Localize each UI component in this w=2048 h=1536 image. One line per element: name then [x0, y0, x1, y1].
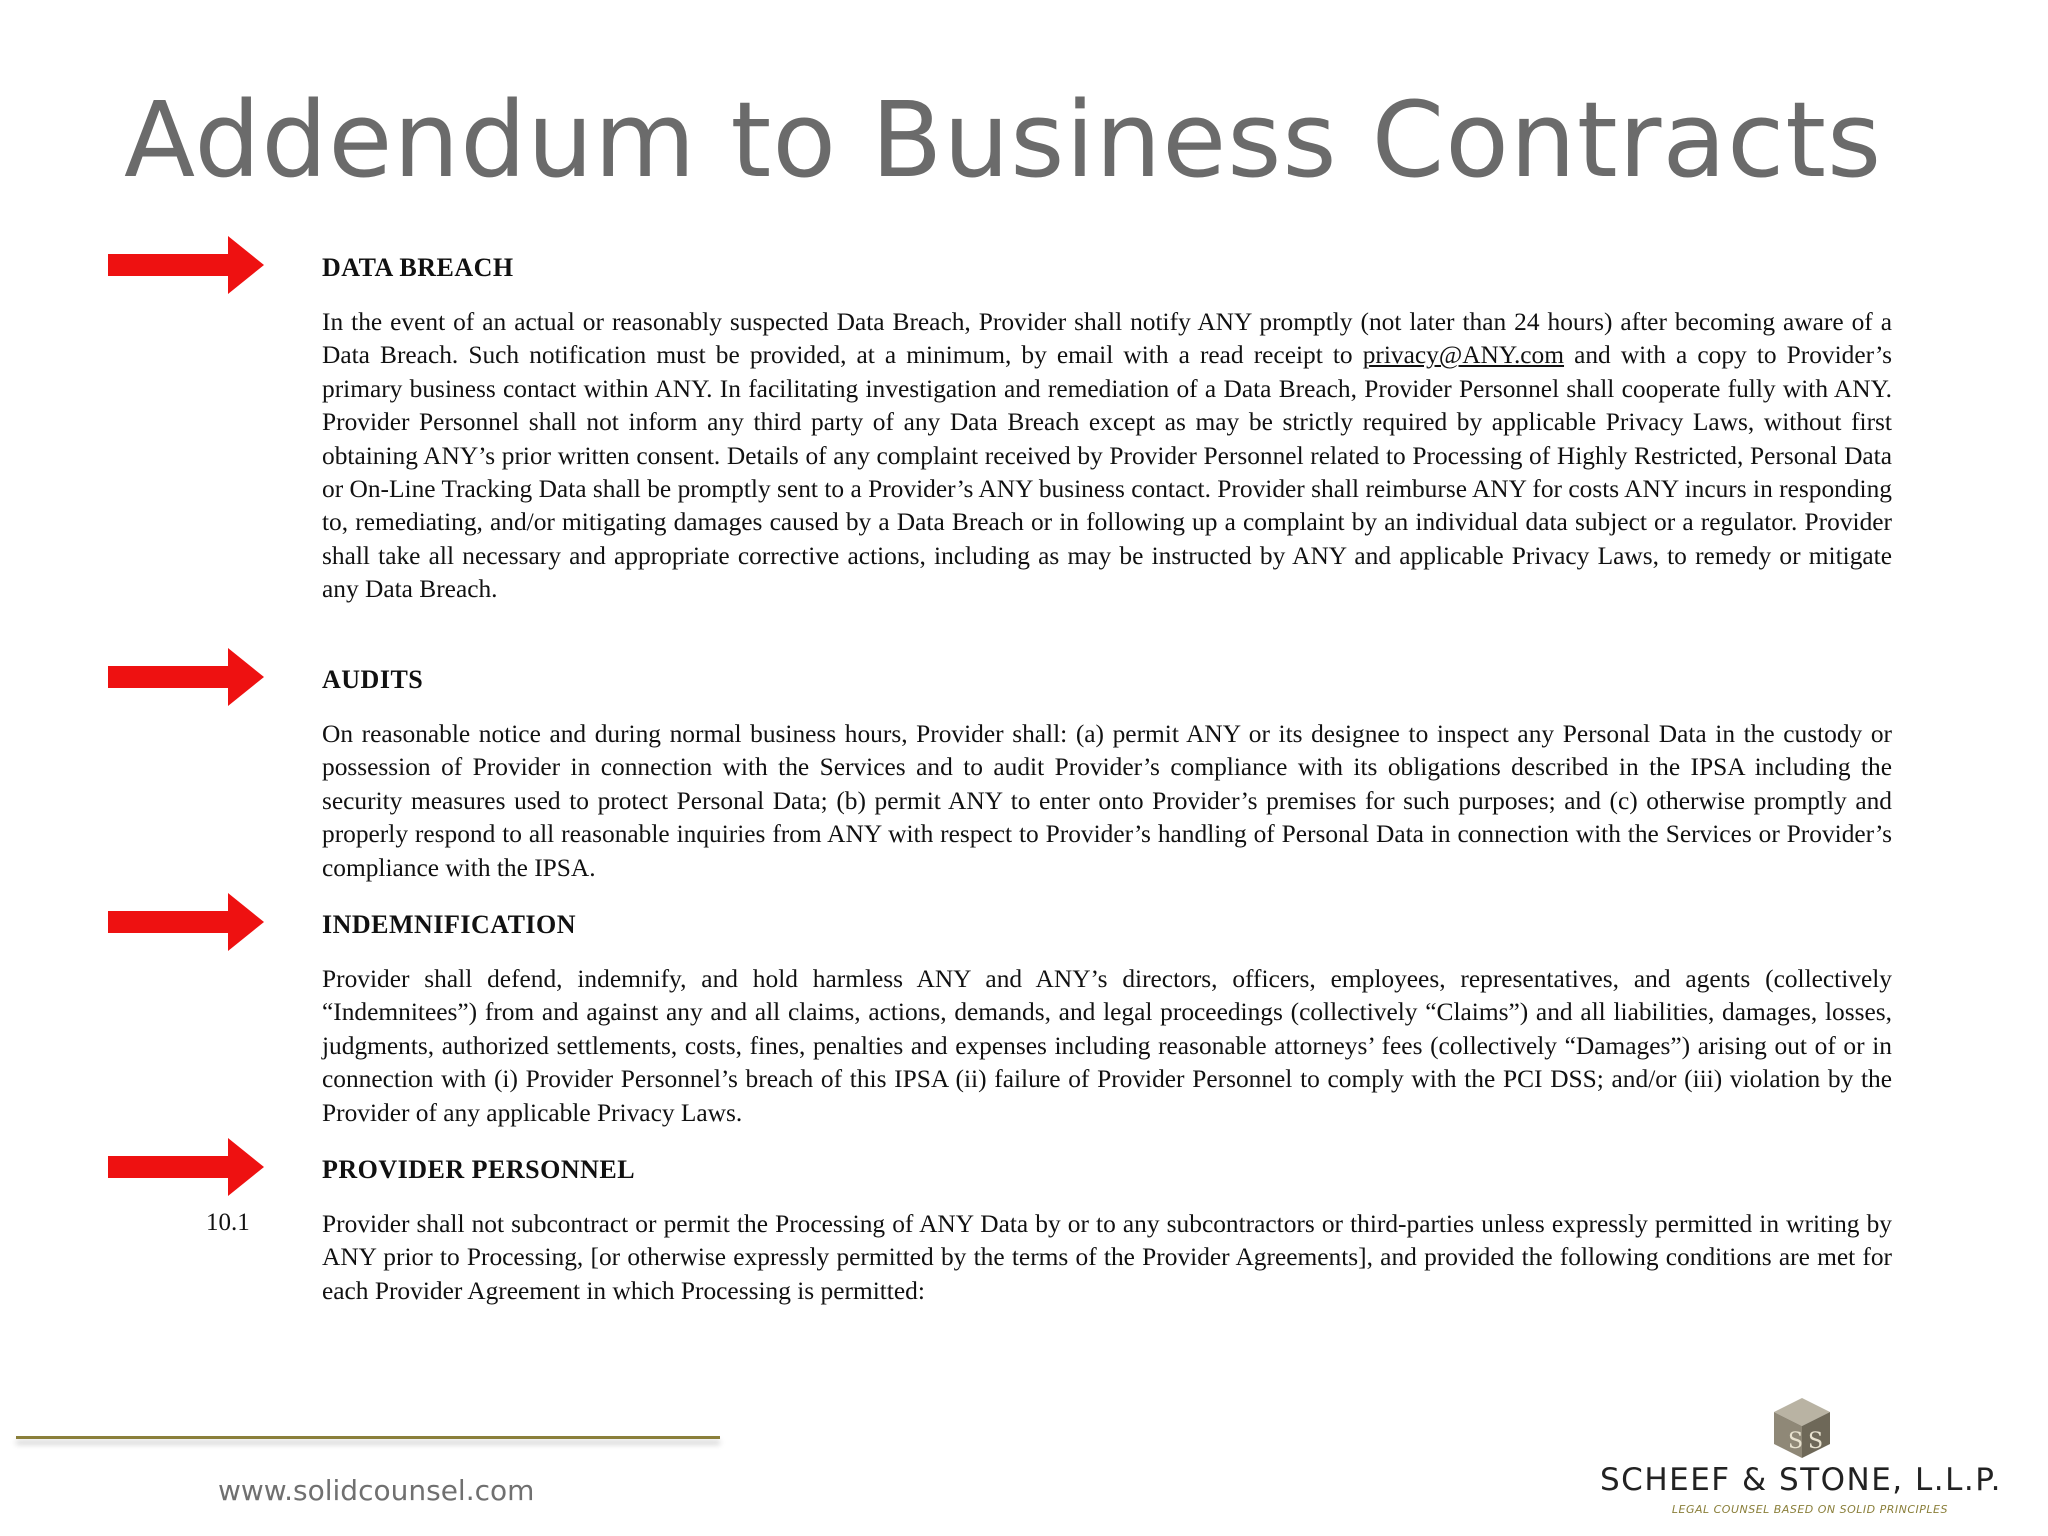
section-heading-data-breach: DATA BREACH: [322, 253, 514, 282]
firm-logo-cube-icon: [1770, 1396, 1834, 1460]
section-body-indemnification: Provider shall defend, indemnify, and hold harmless ANY and ANY’s directors, officers, employees, representatives, and agents (collectively “Indemnitees”) from and against any and all claims, actions, demands, and legal proceedings (collectively “Claims”) and all liabilities, damages, losses, judgments, authorized settlements, costs, fines, penalties and expenses including reasonable attorneys’ fees (collectively “Damages”) arising out of or in connection with (i) Provider Personnel’s breach of this IPSA (ii) failure of Provider Personnel to comply with the PCI DSS; and/or (iii) violation by the Provider of any applicable Privacy Laws.: [322, 965, 1892, 1127]
email-link[interactable]: privacy@ANY.com: [1362, 341, 1565, 370]
section-heading-indemnification: INDEMNIFICATION: [322, 910, 577, 939]
red-arrow-icon: [108, 893, 264, 951]
section-body-provider-personnel: Provider shall not subcontract or permit the Processing of ANY Data by or to any subcontractors or third-parties unless expressly permitted in writing by ANY prior to Processing, [or otherwise expressly permitted by the terms of the Provider Agreements], and provided the following conditions are met for each Provider Agreement in which Processing is permitted:: [322, 1210, 1892, 1305]
red-arrow-icon: [108, 648, 264, 706]
firm-name: SCHEEF & STONE, L.L.P.: [1600, 1462, 2002, 1498]
red-arrow-icon: [108, 1138, 264, 1196]
logo-letter: S: [1808, 1429, 1824, 1454]
slide-title: Addendum to Business Contracts: [124, 79, 1883, 201]
body-text: and with a copy to Provider’s primary business contact within ANY. In facilitating investigation and remediation of a Data Breach, Provider Personnel shall cooperate fully with ANY. Provider Personnel shall not inform any third party of any Data Breach except as may be strictly required by applicable Privacy Laws, without first obtaining ANY’s prior written consent. Details of any complaint received by Provider Personnel related to Processing of Highly Restricted, Personal Data or On-Line Tracking Data shall be promptly sent to a Provider’s ANY business contact. Provider shall reimburse ANY for costs ANY incurs in responding to, remediating, and/or mitigating damages caused by a Data Breach or in following up a complaint by an individual data subject or a regulator. Provider shall take all necessary and appropriate corrective actions, including as may be instructed by ANY and applicable Privacy Laws, to remedy or mitigate any Data Breach.: [322, 341, 1892, 604]
firm-tagline: LEGAL COUNSEL BASED ON SOLID PRINCIPLES: [1671, 1503, 1948, 1516]
footer-rule: [16, 1436, 720, 1439]
logo-letter: S: [1788, 1429, 1804, 1454]
clause-number: 10.1: [206, 1209, 250, 1236]
body-text: In the event of an actual or reasonably suspected Data Breach, Provider shall notify ANY promptly (not later than 24 hours) after becoming aware of a Data Breach. Such notification must be provided, at a minimum, by email with a read receipt to: [322, 308, 1892, 370]
section-heading-provider-personnel: PROVIDER PERSONNEL: [322, 1155, 636, 1184]
section-body-data-breach: [322, 306, 1892, 607]
section-heading-audits: AUDITS: [322, 665, 424, 694]
red-arrow-icon: [108, 236, 264, 294]
section-body-audits: On reasonable notice and during normal business hours, Provider shall: (a) permit ANY or its designee to inspect any Personal Data in the custody or possession of Provider in connection with the Services and to audit Provider’s compliance with its obligations described in the IPSA including the security measures used to protect Personal Data; (b) permit ANY to enter onto Provider’s premises for such purposes; and (c) otherwise promptly and properly respond to all reasonable inquiries from ANY with respect to Provider’s handling of Personal Data in connection with the Services or Provider’s compliance with the IPSA.: [322, 720, 1892, 882]
footer-website: www.solidcounsel.com: [218, 1474, 535, 1507]
